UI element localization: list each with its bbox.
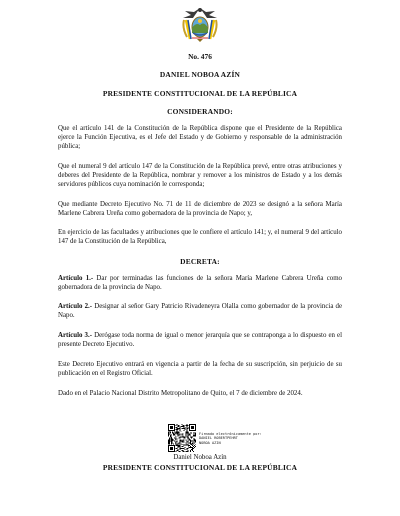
article-text: Dar por terminadas las funciones de la señora María Marlene Cabrera Ureña como gobernadora de la provincia de Napo.	[58, 275, 343, 291]
article-label: Artículo 2.-	[58, 303, 93, 310]
digital-signature-text: Firmado electrónicamente por: DANIEL ROBERTPEHRT NOBOA AZIN	[199, 432, 262, 445]
closing-paragraph: Este Decreto Ejecutivo entrará en vigencia a partir de la fecha de su suscripción, sin perjuicio de su publicación en el Registro Oficial.	[58, 361, 342, 377]
decreta-heading: DECRETA:	[180, 257, 220, 266]
president-title: PRESIDENTE CONSTITUCIONAL DE LA REPÚBLICA	[102, 89, 298, 98]
decree-number: No. 476	[188, 52, 212, 61]
article-text: Designar al señor Gary Patricio Rivadeneyra Olalla como gobernador de la provincia de Napo.	[58, 303, 343, 319]
signer-title: PRESIDENTE CONSTITUCIONAL DE LA REPÚBLICA	[102, 463, 298, 472]
consideration-paragraph: Que mediante Decreto Ejecutivo No. 71 de 11 de diciembre de 2023 se designó a la señora María Marlene Cabrera Ureña como gobernadora de la provincia de Napo; y,	[58, 201, 342, 217]
signer-name: Daniel Noboa Azín	[173, 454, 227, 461]
consideration-paragraph: En ejercicio de las facultades y atribuciones que le confiere el artículo 141; y, el numeral 9 del artículo 147 de la Constitución de la República,	[58, 229, 342, 245]
closing-paragraph: Dado en el Palacio Nacional Distrito Metropolitano de Quito, el 7 de diciembre de 2024.	[58, 390, 303, 397]
article-text: Derógase toda norma de igual o menor jerarquía que se contraponga a lo dispuesto en el presente Decreto Ejecutivo.	[58, 332, 342, 348]
qr-code-icon	[168, 424, 196, 452]
president-name: DANIEL NOBOA AZÍN	[159, 70, 241, 79]
article-3	[58, 331, 342, 349]
consideration-paragraph: Que el artículo 141 de la Constitución de la República dispone que el Presidente de la República ejerce la Función Ejecutiva, es el Jefe del Estado y de Gobierno y responsable de la administración pública;	[58, 125, 342, 150]
consideration-paragraph: Que el numeral 9 del artículo 147 de la Constitución de la República prevé, entre otras atribuciones y deberes del Presidente de la República, nombrar y remover a los ministros de Estado y a los demás servidores públicos cuya nominación le corresponda;	[58, 163, 342, 188]
considering-heading: CONSIDERANDO:	[167, 107, 233, 116]
digital-signature-block	[168, 424, 262, 452]
article-2	[58, 302, 342, 320]
article-label: Artículo 3.-	[58, 332, 93, 339]
ecuador-coat-of-arms-icon	[181, 6, 219, 42]
article-1	[58, 274, 342, 292]
article-label: Artículo 1.-	[58, 275, 94, 282]
